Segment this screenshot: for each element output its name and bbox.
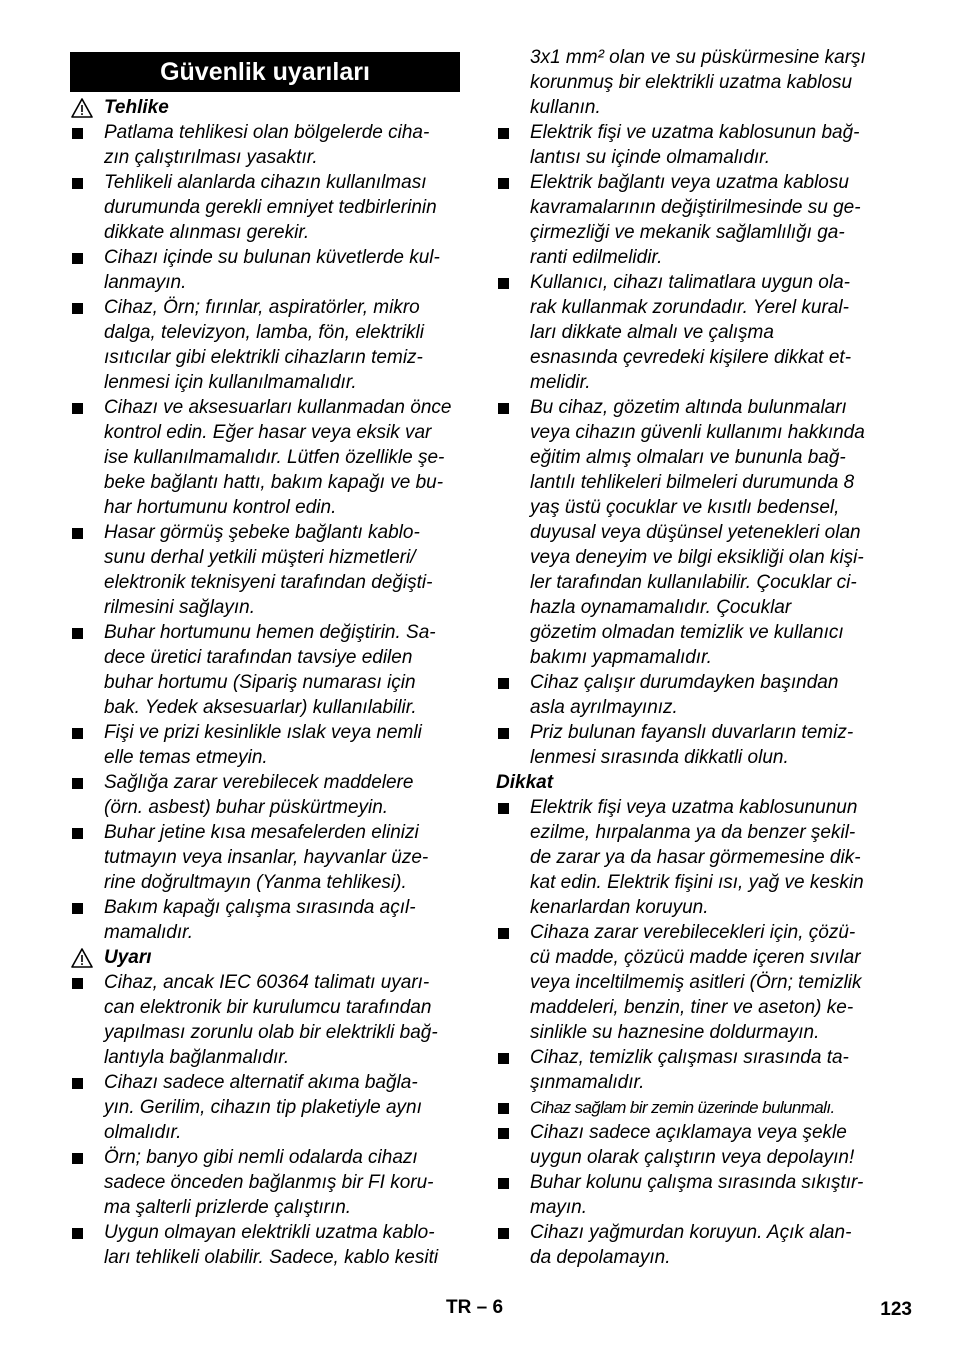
list-item bbox=[496, 395, 888, 670]
list-item bbox=[70, 820, 460, 895]
text-line: bakımı yapmamalıdır. bbox=[530, 647, 712, 668]
text-line: Priz bulunan fayanslı duvarların temiz- bbox=[530, 722, 854, 743]
list-item-text bbox=[104, 170, 460, 245]
text-line: ranti edilmelidir. bbox=[530, 247, 663, 268]
list-item-text bbox=[530, 920, 888, 1045]
list-item-text bbox=[530, 1095, 888, 1120]
list-item bbox=[70, 1070, 460, 1145]
text-line: kontrol edin. Eğer hasar veya eksik var bbox=[104, 422, 432, 443]
square-bullet-icon bbox=[496, 795, 530, 920]
left-column bbox=[70, 52, 460, 1270]
text-line: Cihaza zarar verebilecekleri için, çözü- bbox=[530, 922, 856, 943]
text-line: lantılı tehlikeleri bilmeleri durumunda 8 bbox=[530, 472, 855, 493]
text-line: melidir. bbox=[530, 372, 591, 393]
square-bullet-icon bbox=[70, 170, 104, 245]
text-line: Cihazı içinde su bulunan küvetlerde kul- bbox=[104, 247, 440, 268]
square-bullet-icon bbox=[70, 120, 104, 170]
text-line: (örn. asbest) buhar püskürtmeyin. bbox=[104, 797, 389, 818]
text-line: lantıyla bağlanmalıdır. bbox=[104, 1047, 290, 1068]
list-item bbox=[496, 1120, 888, 1170]
text-line: maddeleri, benzin, tiner ve aseton) ke- bbox=[530, 997, 854, 1018]
list-item bbox=[70, 770, 460, 820]
text-line: rilmesini sağlayın. bbox=[104, 597, 255, 618]
list-item bbox=[496, 120, 888, 170]
list-item-text bbox=[104, 520, 460, 620]
text-line: Hasar görmüş şebeke bağlantı kablo- bbox=[104, 522, 420, 543]
text-line: Patlama tehlikesi olan bölgelerde ciha- bbox=[104, 122, 430, 143]
text-line: Cihazı sadece alternatif akıma bağla- bbox=[104, 1072, 418, 1093]
text-line: Cihaz sağlam bir zemin üzerinde bulunmalı. bbox=[530, 1098, 835, 1117]
text-line: Cihazı yağmurdan koruyun. Açık alan- bbox=[530, 1222, 852, 1243]
list-item-text bbox=[530, 720, 888, 770]
text-line: sadece önceden bağlanmış bir FI koru- bbox=[104, 1172, 434, 1193]
list-item bbox=[70, 295, 460, 395]
text-line: Kullanıcı, cihazı talimatlara uygun ola- bbox=[530, 272, 850, 293]
list-item bbox=[70, 120, 460, 170]
list-item-text bbox=[530, 1220, 888, 1270]
square-bullet-icon bbox=[496, 1220, 530, 1270]
text-line: Buhar jetine kısa mesafelerden elinizi bbox=[104, 822, 419, 843]
square-bullet-icon bbox=[496, 920, 530, 1045]
square-bullet-icon bbox=[70, 820, 104, 895]
text-line: Bu cihaz, gözetim altında bulunmaları bbox=[530, 397, 847, 418]
list-item-text bbox=[104, 770, 460, 820]
text-line: Cihaz, ancak IEC 60364 talimatı uyarı- bbox=[104, 972, 430, 993]
list-item bbox=[496, 670, 888, 720]
text-line: çirmezliği ve mekanik sağlamlılığı ga- bbox=[530, 222, 845, 243]
text-line: ları tehlikeli olabilir. Sadece, kablo kesiti bbox=[104, 1247, 439, 1268]
text-line: Cihazı sadece açıklamaya veya şekle bbox=[530, 1122, 847, 1143]
square-bullet-icon bbox=[70, 770, 104, 820]
square-bullet-icon bbox=[496, 720, 530, 770]
list-item-text bbox=[104, 245, 460, 295]
text-line: korunmuş bir elektrikli uzatma kablosu bbox=[530, 72, 853, 93]
list-item bbox=[496, 1220, 888, 1270]
text-line: bak. Yedek aksesuarlar) kullanılabilir. bbox=[104, 697, 417, 718]
text-line: buhar hortumu (Sipariş numarası için bbox=[104, 672, 416, 693]
list-item bbox=[70, 1220, 460, 1270]
list-item bbox=[496, 1170, 888, 1220]
text-line: ezilme, hırpalanma ya da benzer şekil- bbox=[530, 822, 856, 843]
text-line: cü madde, çözücü madde içeren sıvılar bbox=[530, 947, 861, 968]
text-line: Örn; banyo gibi nemli odalarda cihazı bbox=[104, 1147, 418, 1168]
text-line: Cihazı ve aksesuarları kullanmadan önce bbox=[104, 397, 452, 418]
text-line: lenmesi sırasında dikkatli olun. bbox=[530, 747, 789, 768]
text-line: dece üretici tarafından tavsiye edilen bbox=[104, 647, 413, 668]
text-line: beke bağlantı hattı, bakım kapağı ve bu- bbox=[104, 472, 444, 493]
list-item bbox=[70, 720, 460, 770]
text-line: Tehlikeli alanlarda cihazın kullanılması bbox=[104, 172, 427, 193]
text-line: ler tarafından kullanılabilir. Çocuklar ci- bbox=[530, 572, 857, 593]
text-line: veya inceltilmemiş asitleri (Örn; temizlik bbox=[530, 972, 862, 993]
text-line: eğitim almış olmaları ve bununla bağ- bbox=[530, 447, 846, 468]
list-item bbox=[70, 395, 460, 520]
text-line: olmalıdır. bbox=[104, 1122, 182, 1143]
list-item-text bbox=[104, 395, 460, 520]
text-line: Sağlığa zarar verebilecek maddelere bbox=[104, 772, 414, 793]
square-bullet-icon bbox=[70, 245, 104, 295]
text-line: ise kullanılmamalıdır. Lütfen özellikle şe- bbox=[104, 447, 445, 468]
footer-section-label: TR – 6 bbox=[446, 1297, 504, 1318]
text-line: 3x1 mm² olan ve su püskürmesine karşı bbox=[530, 47, 866, 68]
caution-heading: Dikkat bbox=[496, 772, 554, 793]
list-item bbox=[496, 170, 888, 270]
square-bullet-icon bbox=[496, 1095, 530, 1120]
text-line: de zarar ya da hasar görmemesine dik- bbox=[530, 847, 861, 868]
text-line: Bakım kapağı çalışma sırasında açıl- bbox=[104, 897, 416, 918]
square-bullet-icon bbox=[496, 395, 530, 670]
text-line: rine doğrultmayın (Yanma tehlikesi). bbox=[104, 872, 407, 893]
text-line: durumunda gerekli emniyet tedbirlerinin bbox=[104, 197, 437, 218]
text-line: Uygun olmayan elektrikli uzatma kablo- bbox=[104, 1222, 435, 1243]
text-line: elektronik teknisyeni tarafından değişti- bbox=[104, 572, 433, 593]
list-item-text bbox=[530, 120, 888, 170]
text-line: sunu derhal yetkili müşteri hizmetleri/ bbox=[104, 547, 416, 568]
text-line: Buhar hortumunu hemen değiştirin. Sa- bbox=[104, 622, 436, 643]
page-number: 123 bbox=[880, 1299, 912, 1320]
text-line: lanmayın. bbox=[104, 272, 187, 293]
list-item-text bbox=[104, 720, 460, 770]
list-item-text bbox=[530, 270, 888, 395]
square-bullet-icon bbox=[496, 1120, 530, 1170]
text-line: kenarlardan koruyun. bbox=[530, 897, 709, 918]
list-item-text bbox=[104, 820, 460, 895]
right-list bbox=[496, 120, 888, 770]
text-line: şınmamalıdır. bbox=[530, 1072, 645, 1093]
list-item-text bbox=[104, 1145, 460, 1220]
list-item bbox=[496, 1045, 888, 1095]
list-item-text bbox=[530, 170, 888, 270]
danger-list bbox=[70, 120, 460, 945]
list-item bbox=[496, 720, 888, 770]
text-line: rak kullanmak zorundadır. Yerel kural- bbox=[530, 297, 849, 318]
square-bullet-icon bbox=[70, 295, 104, 395]
list-item bbox=[70, 970, 460, 1070]
text-line: duyusal veya düşünsel yetenekleri olan bbox=[530, 522, 861, 543]
text-line: dikkate alınması gerekir. bbox=[104, 222, 310, 243]
text-line: ları dikkate almalı ve çalışma bbox=[530, 322, 774, 343]
text-line: kullanın. bbox=[530, 97, 601, 118]
warning-heading-text: Uyarı bbox=[104, 947, 152, 968]
text-line: kavramalarının değiştirilmesinde su ge- bbox=[530, 197, 861, 218]
list-item bbox=[496, 270, 888, 395]
square-bullet-icon bbox=[496, 270, 530, 395]
warning-triangle-icon bbox=[71, 948, 93, 968]
list-item-text bbox=[104, 295, 460, 395]
square-bullet-icon bbox=[70, 1145, 104, 1220]
text-line: lantısı su içinde olmamalıdır. bbox=[530, 147, 771, 168]
text-line: Cihaz, Örn; fırınlar, aspiratörler, mikro bbox=[104, 297, 420, 318]
text-line: veya deneyim ve bilgi eksikliği olan kişi- bbox=[530, 547, 864, 568]
square-bullet-icon bbox=[70, 895, 104, 945]
list-item-text bbox=[104, 620, 460, 720]
text-line: veya cihazın güvenli kullanımı hakkında bbox=[530, 422, 865, 443]
list-item-text bbox=[530, 1170, 888, 1220]
square-bullet-icon bbox=[496, 170, 530, 270]
danger-heading bbox=[70, 95, 460, 120]
list-item-text bbox=[530, 670, 888, 720]
list-item-text bbox=[104, 895, 460, 945]
square-bullet-icon bbox=[496, 1170, 530, 1220]
list-item-text bbox=[530, 795, 888, 920]
text-line: yaş üstü çocuklar ve kısıtlı bedensel, bbox=[530, 497, 840, 518]
text-line: gözetim olmadan temizlik ve kullanıcı bbox=[530, 622, 844, 643]
list-item bbox=[70, 520, 460, 620]
list-item-text bbox=[104, 970, 460, 1070]
text-line: kat edin. Elektrik fişini ısı, yağ ve keskin bbox=[530, 872, 864, 893]
list-item-text bbox=[104, 120, 460, 170]
square-bullet-icon bbox=[496, 120, 530, 170]
text-line: yın. Gerilim, cihazın tip plaketiyle aynı bbox=[104, 1097, 422, 1118]
text-line: sinlikle su haznesine doldurmayın. bbox=[530, 1022, 820, 1043]
text-line: Fişi ve prizi kesinlikle ıslak veya nemli bbox=[104, 722, 422, 743]
list-item bbox=[496, 795, 888, 920]
square-bullet-icon bbox=[496, 1045, 530, 1095]
square-bullet-icon bbox=[70, 1070, 104, 1145]
text-line: dalga, televizyon, lamba, fön, elektrikli bbox=[104, 322, 424, 343]
text-line: mamalıdır. bbox=[104, 922, 194, 943]
list-item bbox=[70, 1145, 460, 1220]
list-item bbox=[70, 620, 460, 720]
square-bullet-icon bbox=[70, 520, 104, 620]
square-bullet-icon bbox=[70, 395, 104, 520]
text-line: elle temas etmeyin. bbox=[104, 747, 268, 768]
text-line: tutmayın veya insanlar, hayvanlar üze- bbox=[104, 847, 429, 868]
text-line: esnasında çevredeki kişilere dikkat et- bbox=[530, 347, 852, 368]
text-line: Elektrik bağlantı veya uzatma kablosu bbox=[530, 172, 849, 193]
right-column bbox=[496, 45, 888, 1270]
square-bullet-icon bbox=[496, 670, 530, 720]
text-line: Elektrik fişi veya uzatma kablosununun bbox=[530, 797, 858, 818]
section-title: Güvenlik uyarıları bbox=[70, 52, 460, 92]
text-line: da depolamayın. bbox=[530, 1247, 671, 1268]
continuation-text bbox=[496, 45, 888, 120]
list-item bbox=[70, 895, 460, 945]
text-line: asla ayrılmayınız. bbox=[530, 697, 678, 718]
list-item bbox=[70, 245, 460, 295]
square-bullet-icon bbox=[70, 1220, 104, 1270]
square-bullet-icon bbox=[70, 720, 104, 770]
square-bullet-icon bbox=[70, 970, 104, 1070]
text-line: Buhar kolunu çalışma sırasında sıkıştır- bbox=[530, 1172, 864, 1193]
list-item-text bbox=[104, 1070, 460, 1145]
text-line: ma şalterli prizlerde çalıştırın. bbox=[104, 1197, 352, 1218]
list-item-text bbox=[530, 1045, 888, 1095]
danger-heading-text: Tehlike bbox=[104, 97, 169, 118]
text-line: yapılması zorunlu olab bir elektrikli bağ- bbox=[104, 1022, 438, 1043]
square-bullet-icon bbox=[70, 620, 104, 720]
list-item-text bbox=[530, 395, 888, 670]
text-line: mayın. bbox=[530, 1197, 588, 1218]
text-line: Elektrik fişi ve uzatma kablosunun bağ- bbox=[530, 122, 860, 143]
text-line: can elektronik bir kurulumcu tarafından bbox=[104, 997, 432, 1018]
warning-triangle-icon bbox=[71, 98, 93, 118]
text-line: uygun olarak çalıştırın veya depolayın! bbox=[530, 1147, 855, 1168]
list-item bbox=[496, 1095, 888, 1120]
text-line: zın çalıştırılması yasaktır. bbox=[104, 147, 318, 168]
text-line: lenmesi için kullanılmamalıdır. bbox=[104, 372, 357, 393]
caution-list bbox=[496, 795, 888, 1270]
list-item bbox=[496, 920, 888, 1045]
warning-list bbox=[70, 970, 460, 1270]
list-item-text bbox=[530, 1120, 888, 1170]
list-item bbox=[70, 170, 460, 245]
list-item-text bbox=[104, 1220, 460, 1270]
text-line: Cihaz çalışır durumdayken başından bbox=[530, 672, 839, 693]
text-line: ısıtıcılar gibi elektrikli cihazların temiz- bbox=[104, 347, 423, 368]
text-line: har hortumunu kontrol edin. bbox=[104, 497, 337, 518]
text-line: Cihaz, temizlik çalışması sırasında ta- bbox=[530, 1047, 849, 1068]
warning-heading bbox=[70, 945, 460, 970]
text-line: hazla oynamamalıdır. Çocuklar bbox=[530, 597, 792, 618]
